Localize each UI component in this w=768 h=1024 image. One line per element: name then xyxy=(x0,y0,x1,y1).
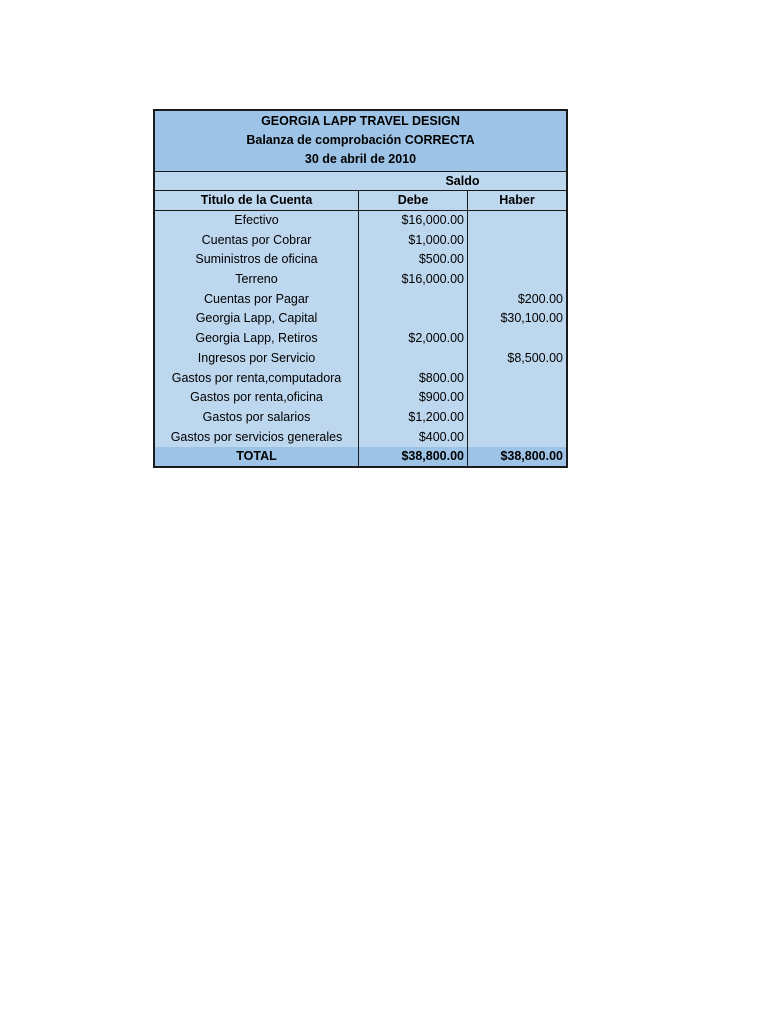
total-haber: $38,800.00 xyxy=(500,449,563,464)
column-headers xyxy=(155,191,566,211)
debe-value: $16,000.00 xyxy=(359,211,468,231)
table-row xyxy=(155,270,566,290)
haber-value xyxy=(468,250,566,270)
debe-value: $1,000.00 xyxy=(359,231,468,251)
haber-value xyxy=(468,408,566,428)
debe-value: $400.00 xyxy=(359,428,468,448)
column-header-debe: Debe xyxy=(359,191,468,210)
saldo-label: Saldo xyxy=(445,174,480,188)
report-title: Balanza de comprobación CORRECTA xyxy=(246,133,475,147)
debe-value xyxy=(359,309,468,329)
account-name: Cuentas por Cobrar xyxy=(155,231,359,251)
account-name: Cuentas por Pagar xyxy=(155,290,359,310)
report-date: 30 de abril de 2010 xyxy=(304,152,417,166)
table-row xyxy=(155,231,566,251)
column-header-account: Titulo de la Cuenta xyxy=(155,191,359,210)
table-row xyxy=(155,211,566,231)
debe-value: $800.00 xyxy=(359,369,468,389)
table-row xyxy=(155,369,566,389)
account-name: Efectivo xyxy=(155,211,359,231)
debe-value xyxy=(359,290,468,310)
haber-value xyxy=(468,388,566,408)
table-row xyxy=(155,349,566,369)
table-row xyxy=(155,290,566,310)
debe-value xyxy=(359,349,468,369)
haber-value: $8,500.00 xyxy=(507,350,563,365)
haber-value xyxy=(468,369,566,389)
table-body xyxy=(155,211,566,447)
haber-value: $30,100.00 xyxy=(500,311,563,326)
haber-value xyxy=(468,428,566,448)
account-name: Terreno xyxy=(155,270,359,290)
account-name: Gastos por servicios generales xyxy=(155,428,359,448)
saldo-spacer xyxy=(155,172,359,190)
account-name: Gastos por salarios xyxy=(155,408,359,428)
haber-value xyxy=(468,270,566,290)
company-name: GEORGIA LAPP TRAVEL DESIGN xyxy=(261,114,460,128)
account-name: Georgia Lapp, Capital xyxy=(155,309,359,329)
debe-value: $900.00 xyxy=(359,388,468,408)
account-name: Georgia Lapp, Retiros xyxy=(155,329,359,349)
table-row xyxy=(155,309,566,329)
saldo-group-header xyxy=(155,172,566,191)
debe-value: $16,000.00 xyxy=(359,270,468,290)
haber-value xyxy=(468,231,566,251)
column-header-haber: Haber xyxy=(499,193,535,207)
account-name: Ingresos por Servicio xyxy=(155,349,359,369)
table-row xyxy=(155,388,566,408)
total-debe: $38,800.00 xyxy=(359,447,468,466)
total-label: TOTAL xyxy=(155,447,359,466)
haber-value: $200.00 xyxy=(517,291,563,306)
debe-value: $1,200.00 xyxy=(359,408,468,428)
haber-value xyxy=(468,329,566,349)
table-row xyxy=(155,408,566,428)
haber-value xyxy=(468,211,566,231)
account-name: Suministros de oficina xyxy=(155,250,359,270)
table-header xyxy=(155,111,566,172)
trial-balance-table xyxy=(153,109,568,468)
table-row xyxy=(155,329,566,349)
table-row xyxy=(155,428,566,448)
account-name: Gastos por renta,computadora xyxy=(155,369,359,389)
debe-value: $500.00 xyxy=(359,250,468,270)
debe-value: $2,000.00 xyxy=(359,329,468,349)
account-name: Gastos por renta,oficina xyxy=(155,388,359,408)
table-row xyxy=(155,250,566,270)
total-row xyxy=(155,447,566,466)
